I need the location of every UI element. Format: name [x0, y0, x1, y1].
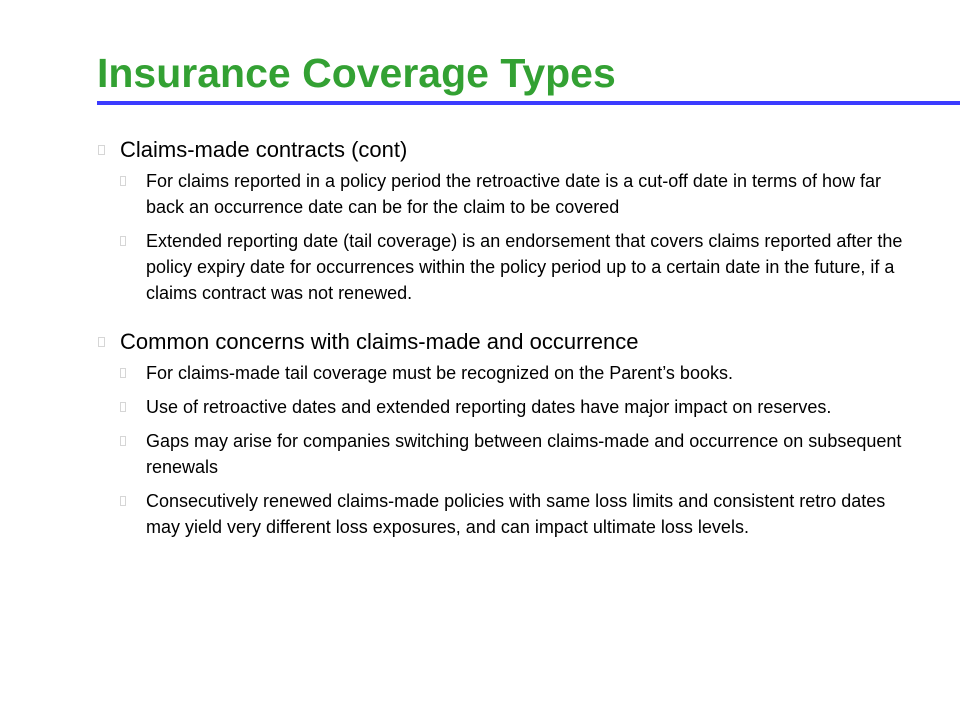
- section-heading: Common concerns with claims-made and occurrence: [120, 329, 639, 354]
- bullet-level1: [98, 328, 920, 356]
- bullet-level2: [120, 488, 920, 540]
- bullet-text: For claims-made tail coverage must be recognized on the Parent’s books.: [146, 363, 733, 383]
- sub-bullet-list: [120, 360, 920, 540]
- sub-bullet-marker-icon: [120, 394, 146, 412]
- slide-title: Insurance Coverage Types: [97, 50, 616, 96]
- bullet-marker-icon: [98, 328, 120, 347]
- bullet-text: Use of retroactive dates and extended reporting dates have major impact on reserves.: [146, 397, 832, 417]
- bullet-text: Extended reporting date (tail coverage) is an endorsement that covers claims reported after the policy expiry date for occurrences within the policy period up to a certain date in the future, if a claims contract was not renewed.: [146, 231, 903, 303]
- bullet-text: Consecutively renewed claims-made policies with same loss limits and consistent retro dates may yield very different loss exposures, and can impact ultimate loss levels.: [146, 491, 886, 537]
- section-claims-made: [98, 136, 920, 306]
- sub-bullet-list: [120, 168, 920, 306]
- bullet-marker-icon: [98, 136, 120, 155]
- sub-bullet-marker-icon: [120, 228, 146, 246]
- title-underline: [97, 101, 960, 105]
- section-common-concerns: [98, 328, 920, 540]
- bullet-level1: [98, 136, 920, 164]
- section-heading: Claims-made contracts (cont): [120, 137, 408, 162]
- sub-bullet-marker-icon: [120, 488, 146, 506]
- bullet-text: For claims reported in a policy period the retroactive date is a cut-off date in terms of how far back an occurrence date can be for the claim to be covered: [146, 171, 882, 217]
- sub-bullet-marker-icon: [120, 360, 146, 378]
- bullet-level2: [120, 228, 920, 306]
- sub-bullet-marker-icon: [120, 428, 146, 446]
- bullet-text: Gaps may arise for companies switching between claims-made and occurrence on subsequent renewals: [146, 431, 902, 477]
- bullet-level2: [120, 394, 920, 420]
- slide-content: [98, 136, 920, 550]
- bullet-level2: [120, 168, 920, 220]
- sub-bullet-marker-icon: [120, 168, 146, 186]
- bullet-level2: [120, 360, 920, 386]
- bullet-level2: [120, 428, 920, 480]
